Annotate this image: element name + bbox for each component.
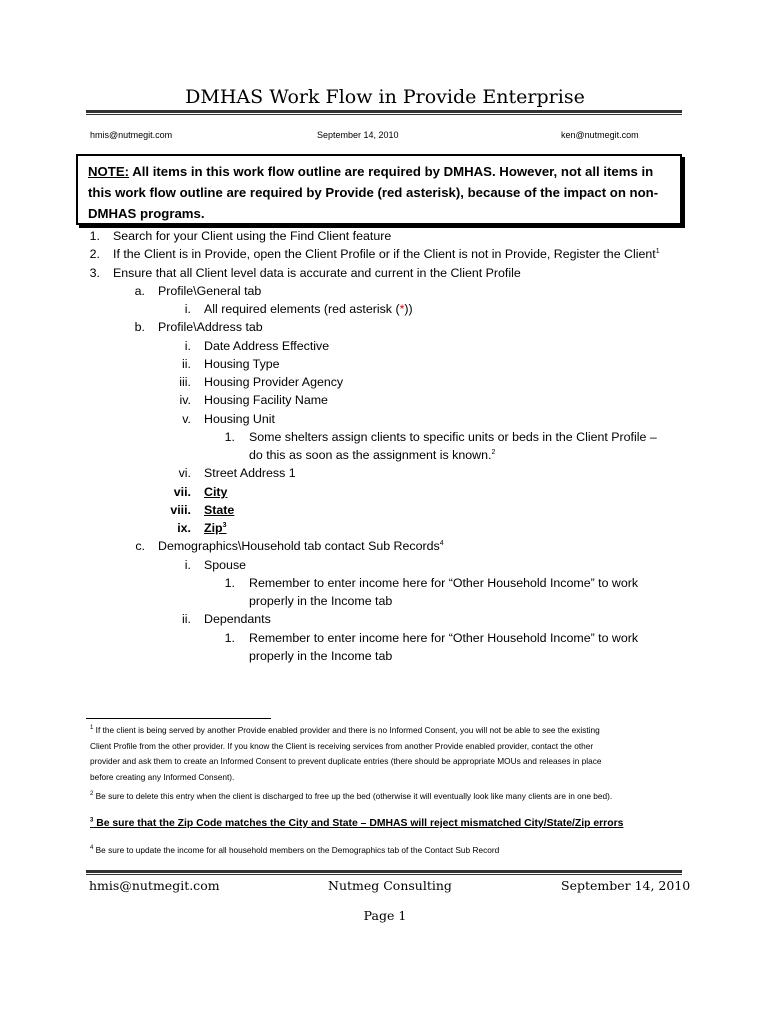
item-c-ii-text: Dependants: [204, 612, 271, 626]
note-box: [76, 154, 682, 225]
page-number: Page 1: [363, 908, 407, 923]
footnote-1-marker: 1: [90, 725, 94, 732]
item-b-v-1-text-a: Some shelters assign clients to specific units or beds in the Client Profile –: [249, 430, 657, 444]
footer-rule: [86, 870, 682, 873]
item-b-text: Profile\Address tab: [158, 320, 263, 334]
item-c-i-number: i.: [184, 558, 191, 572]
footnote-2-text: Be sure to delete this entry when the client is discharged to free up the bed (otherwise it will eventually look like many clients are in one bed).: [93, 791, 613, 801]
item-b-vi-number: vi.: [178, 466, 191, 480]
item-c-ii-1-text-a: Remember to enter income here for “Other Household Income” to work: [249, 631, 639, 645]
item-2-number: 2.: [89, 247, 100, 261]
item-b-i-text: Date Address Effective: [204, 339, 330, 353]
item-c-text: Demographics\Household tab contact Sub Records: [158, 539, 440, 553]
footnote-ref-3: 3: [222, 521, 227, 529]
footnote-ref-1: 1: [655, 247, 660, 255]
item-b-ii-number: ii.: [182, 357, 191, 371]
header-rule-thin: [86, 114, 682, 115]
header-email-right: ken@nutmegit.com: [561, 130, 639, 140]
footer-email: hmis@nutmegit.com: [89, 878, 220, 893]
footnote-ref-2: 2: [491, 448, 496, 456]
item-b-vii-number: vii.: [173, 485, 191, 499]
header-email-left: hmis@nutmegit.com: [90, 130, 173, 140]
item-b-ix-text: Zip: [204, 521, 223, 535]
document-title: DMHAS Work Flow in Provide Enterprise: [185, 86, 585, 108]
item-2-text: If the Client is in Provide, open the Client Profile or if the Client is not in Provide, Register the Client: [113, 247, 656, 261]
item-c-ii-number: ii.: [182, 612, 191, 626]
item-c-line: [158, 539, 444, 553]
item-c-i-1-text-b: properly in the Income tab: [249, 594, 393, 608]
footer-date: September 14, 2010: [561, 878, 691, 893]
item-c-ii-1-text-b: properly in the Income tab: [249, 649, 393, 663]
item-b-iv-number: iv.: [179, 393, 191, 407]
item-1-number: 1.: [89, 229, 100, 243]
note-label: NOTE:: [88, 164, 130, 179]
red-asterisk: *: [399, 302, 405, 316]
item-c-i-1-text-a: Remember to enter income here for “Other Household Income” to work: [249, 576, 639, 590]
footer-company: Nutmeg Consulting: [328, 878, 452, 893]
footnote-1-line-2: Client Profile from the other provider. If you know the Client is receiving services from another Provide enabled provider, contact the other: [90, 740, 594, 751]
item-b-i-number: i.: [184, 339, 191, 353]
item-c-number: c.: [135, 539, 145, 553]
item-3-text: Ensure that all Client level data is accurate and current in the Client Profile: [113, 266, 521, 280]
item-b-v-1-number: 1.: [224, 430, 235, 444]
footnote-1-text-1: If the client is being served by another Provide enabled provider and there is no Informed Consent, you will not be able to see the existing: [93, 725, 600, 735]
item-b-vii-text: City: [204, 485, 228, 499]
item-a-number: a.: [134, 284, 145, 298]
footnote-1-line-4: before creating any Informed Consent).: [90, 771, 235, 782]
footnote-2: [90, 789, 690, 805]
footnote-rule: [86, 718, 271, 719]
item-a-i-close: )): [404, 302, 413, 316]
item-b-v-1-line-b: [249, 448, 495, 462]
item-b-viii-number: viii.: [170, 503, 191, 517]
item-b-v-1-text-b: do this as soon as the assignment is known.: [249, 448, 492, 462]
item-c-ii-1-number: 1.: [224, 631, 235, 645]
header-date: September 14, 2010: [317, 130, 399, 140]
item-b-ix-number: ix.: [177, 521, 191, 535]
item-b-iii-number: iii.: [179, 375, 191, 389]
item-b-v-number: v.: [182, 412, 191, 426]
footnote-3-marker: 3: [90, 817, 94, 824]
item-a-i-number: i.: [184, 302, 191, 316]
footnote-3: [90, 816, 690, 832]
item-b-v-text: Housing Unit: [204, 412, 275, 426]
item-3-number: 3.: [89, 266, 100, 280]
note-text: All items in this work flow outline are required by DMHAS. However, not all items in this work flow outline are required by Provide (red asterisk), because of the impact on non-DMHAS programs.: [88, 164, 659, 221]
item-c-i-text: Spouse: [204, 558, 247, 572]
footer-rule-thin: [86, 874, 682, 875]
item-a-i-line: [204, 302, 413, 316]
item-b-iv-text: Housing Facility Name: [204, 393, 328, 407]
item-a-text: Profile\General tab: [158, 284, 262, 298]
footnote-4-text: Be sure to update the income for all household members on the Demographics tab of the Contact Sub Record: [93, 845, 500, 855]
footnote-1-line-1: [90, 723, 690, 739]
item-1-text: Search for your Client using the Find Client feature: [113, 229, 392, 243]
item-b-vi-text: Street Address 1: [204, 466, 296, 480]
footnote-3-text: Be sure that the Zip Code matches the City and State – DMHAS will reject mismatched City/State/Zip errors: [93, 818, 624, 829]
header-rule: [86, 110, 682, 113]
item-2-line: [113, 247, 660, 261]
item-a-i-text: All required elements (red asterisk (: [204, 302, 400, 316]
item-b-viii-text: State: [204, 503, 235, 517]
footnote-4-marker: 4: [90, 845, 94, 852]
footnote-ref-4: 4: [439, 539, 444, 547]
item-c-i-1-number: 1.: [224, 576, 235, 590]
item-b-number: b.: [134, 320, 145, 334]
item-b-ix-line: [204, 521, 227, 535]
item-b-ii-text: Housing Type: [204, 357, 280, 371]
item-b-iii-text: Housing Provider Agency: [204, 375, 344, 389]
footnote-2-marker: 2: [90, 791, 94, 798]
footnote-4: [90, 843, 690, 859]
footnote-1: [90, 723, 690, 785]
footnote-1-line-3: provider and ask them to create an Informed Consent to prevent duplicate entries (there should be appropriate MOUs and releases in place: [90, 756, 602, 766]
